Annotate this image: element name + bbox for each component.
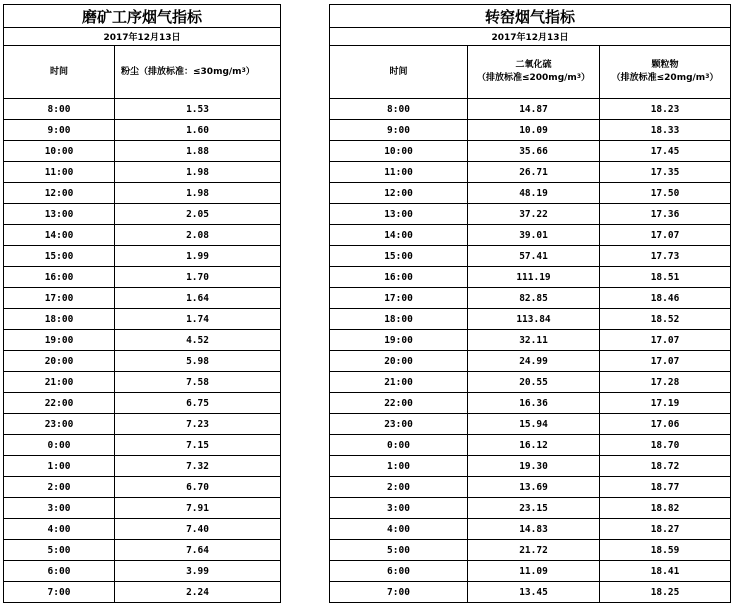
table-row [330,477,731,498]
dust-cell: 1.98 [115,162,281,183]
time-cell: 11:00 [330,162,468,183]
table-row [4,225,281,246]
time-cell: 2:00 [4,477,115,498]
table-row [330,246,731,267]
table-row [4,582,281,603]
so2-cell: 37.22 [468,204,600,225]
table-row [4,267,281,288]
dust-cell: 1.60 [115,120,281,141]
so2-cell: 15.94 [468,414,600,435]
particulate-cell: 17.07 [600,330,731,351]
dust-cell: 6.75 [115,393,281,414]
grinding-flue-gas-table [3,4,281,603]
dust-cell: 7.40 [115,519,281,540]
table-row [4,435,281,456]
time-cell: 2:00 [330,477,468,498]
time-cell: 23:00 [330,414,468,435]
table-row [330,561,731,582]
dust-cell: 5.98 [115,351,281,372]
header-so2-line2: （排放标准≤200mg/m [476,73,577,83]
so2-cell: 16.36 [468,393,600,414]
table-row [330,372,731,393]
header-so2-line1: 二氧化硫 [515,60,552,70]
dust-cell: 1.88 [115,141,281,162]
table-row [330,540,731,561]
header-pm-line2: （排放标准≤20mg/m [611,73,706,83]
table-row [330,393,731,414]
time-cell: 18:00 [330,309,468,330]
header-dust-sup: 3 [241,66,246,74]
table-row [4,372,281,393]
table-row [4,519,281,540]
table-row [4,351,281,372]
particulate-cell: 18.77 [600,477,731,498]
kiln-table-title: 转窑烟气指标 [330,5,731,28]
so2-cell: 16.12 [468,435,600,456]
so2-cell: 48.19 [468,183,600,204]
particulate-cell: 18.70 [600,435,731,456]
particulate-cell: 18.72 [600,456,731,477]
header-time: 时间 [330,46,468,99]
so2-cell: 21.72 [468,540,600,561]
time-cell: 3:00 [4,498,115,519]
so2-cell: 20.55 [468,372,600,393]
particulate-cell: 17.45 [600,141,731,162]
time-cell: 0:00 [4,435,115,456]
table-row [4,183,281,204]
time-cell: 9:00 [4,120,115,141]
table-row [330,351,731,372]
time-cell: 8:00 [4,99,115,120]
table-row [330,225,731,246]
table-row [4,99,281,120]
table-row [330,414,731,435]
header-pm-line1: 颗粒物 [651,60,679,70]
table-row [330,435,731,456]
header-dust [115,46,281,99]
kiln-table-date: 2017年12月13日 [330,28,731,46]
dust-cell: 3.99 [115,561,281,582]
so2-cell: 19.30 [468,456,600,477]
time-cell: 8:00 [330,99,468,120]
particulate-cell: 18.59 [600,540,731,561]
time-cell: 10:00 [4,141,115,162]
table-row [330,309,731,330]
table-row [4,456,281,477]
time-cell: 18:00 [4,309,115,330]
time-cell: 17:00 [330,288,468,309]
dust-cell: 2.05 [115,204,281,225]
dust-cell: 7.91 [115,498,281,519]
dust-cell: 2.24 [115,582,281,603]
particulate-cell: 17.36 [600,204,731,225]
dust-cell: 1.99 [115,246,281,267]
time-cell: 20:00 [4,351,115,372]
table-row [4,498,281,519]
grinding-table-title: 磨矿工序烟气指标 [4,5,281,28]
table-row [4,288,281,309]
table-row [330,288,731,309]
table-row [330,162,731,183]
dust-cell: 7.64 [115,540,281,561]
dust-cell: 1.53 [115,99,281,120]
table-row [4,309,281,330]
so2-cell: 82.85 [468,288,600,309]
so2-cell: 10.09 [468,120,600,141]
so2-cell: 13.69 [468,477,600,498]
time-cell: 15:00 [4,246,115,267]
particulate-cell: 18.51 [600,267,731,288]
so2-cell: 113.84 [468,309,600,330]
time-cell: 14:00 [4,225,115,246]
table-row [4,120,281,141]
time-cell: 17:00 [4,288,115,309]
particulate-cell: 17.06 [600,414,731,435]
time-cell: 19:00 [4,330,115,351]
particulate-cell: 17.35 [600,162,731,183]
header-dust-text: 粉尘（排放标准：≤30mg/m [121,66,242,77]
header-so2-sup: 3 [576,73,581,80]
header-pm-sup: 3 [705,73,710,80]
so2-cell: 11.09 [468,561,600,582]
so2-cell: 23.15 [468,498,600,519]
header-particulate [600,46,731,99]
time-cell: 16:00 [4,267,115,288]
table-row [330,267,731,288]
dust-cell: 6.70 [115,477,281,498]
particulate-cell: 18.52 [600,309,731,330]
time-cell: 6:00 [330,561,468,582]
time-cell: 13:00 [330,204,468,225]
dust-cell: 7.58 [115,372,281,393]
table-row [4,393,281,414]
grinding-table-date: 2017年12月13日 [4,28,281,46]
time-cell: 15:00 [330,246,468,267]
table-row [330,498,731,519]
particulate-cell: 17.50 [600,183,731,204]
header-dust-end: ） [245,66,255,77]
particulate-cell: 17.19 [600,393,731,414]
time-cell: 12:00 [330,183,468,204]
so2-cell: 32.11 [468,330,600,351]
time-cell: 1:00 [4,456,115,477]
so2-cell: 14.83 [468,519,600,540]
time-cell: 7:00 [330,582,468,603]
table-row [4,162,281,183]
table-row [330,120,731,141]
time-cell: 16:00 [330,267,468,288]
so2-cell: 13.45 [468,582,600,603]
table-row [4,246,281,267]
time-cell: 4:00 [4,519,115,540]
table-row [4,561,281,582]
so2-cell: 111.19 [468,267,600,288]
table-row [4,141,281,162]
table-row [330,456,731,477]
time-cell: 20:00 [330,351,468,372]
time-cell: 14:00 [330,225,468,246]
particulate-cell: 18.25 [600,582,731,603]
table-row [4,477,281,498]
dust-cell: 2.08 [115,225,281,246]
so2-cell: 24.99 [468,351,600,372]
time-cell: 22:00 [330,393,468,414]
dust-cell: 7.32 [115,456,281,477]
time-cell: 21:00 [330,372,468,393]
particulate-cell: 17.73 [600,246,731,267]
table-row [330,204,731,225]
dust-cell: 1.64 [115,288,281,309]
time-cell: 4:00 [330,519,468,540]
particulate-cell: 17.28 [600,372,731,393]
table-row [330,141,731,162]
table-row [4,204,281,225]
particulate-cell: 18.82 [600,498,731,519]
particulate-cell: 18.27 [600,519,731,540]
time-cell: 12:00 [4,183,115,204]
table-row [330,330,731,351]
header-pm-end: ） [709,73,719,83]
so2-cell: 14.87 [468,99,600,120]
time-cell: 6:00 [4,561,115,582]
time-cell: 5:00 [330,540,468,561]
time-cell: 23:00 [4,414,115,435]
time-cell: 11:00 [4,162,115,183]
dust-cell: 4.52 [115,330,281,351]
so2-cell: 35.66 [468,141,600,162]
time-cell: 9:00 [330,120,468,141]
particulate-cell: 17.07 [600,225,731,246]
particulate-cell: 18.41 [600,561,731,582]
time-cell: 5:00 [4,540,115,561]
particulate-cell: 18.33 [600,120,731,141]
time-cell: 0:00 [330,435,468,456]
table-row [4,540,281,561]
time-cell: 13:00 [4,204,115,225]
so2-cell: 39.01 [468,225,600,246]
dust-cell: 7.15 [115,435,281,456]
table-row [330,183,731,204]
particulate-cell: 18.46 [600,288,731,309]
particulate-cell: 17.07 [600,351,731,372]
table-row [330,519,731,540]
time-cell: 22:00 [4,393,115,414]
time-cell: 19:00 [330,330,468,351]
time-cell: 7:00 [4,582,115,603]
time-cell: 10:00 [330,141,468,162]
so2-cell: 57.41 [468,246,600,267]
dust-cell: 7.23 [115,414,281,435]
time-cell: 1:00 [330,456,468,477]
table-row [330,99,731,120]
header-so2-end: ） [581,73,591,83]
header-so2 [468,46,600,99]
dust-cell: 1.98 [115,183,281,204]
particulate-cell: 18.23 [600,99,731,120]
kiln-flue-gas-table [329,4,731,603]
dust-cell: 1.74 [115,309,281,330]
dust-cell: 1.70 [115,267,281,288]
time-cell: 3:00 [330,498,468,519]
time-cell: 21:00 [4,372,115,393]
header-time: 时间 [4,46,115,99]
table-row [4,414,281,435]
table-row [4,330,281,351]
table-row [330,582,731,603]
so2-cell: 26.71 [468,162,600,183]
